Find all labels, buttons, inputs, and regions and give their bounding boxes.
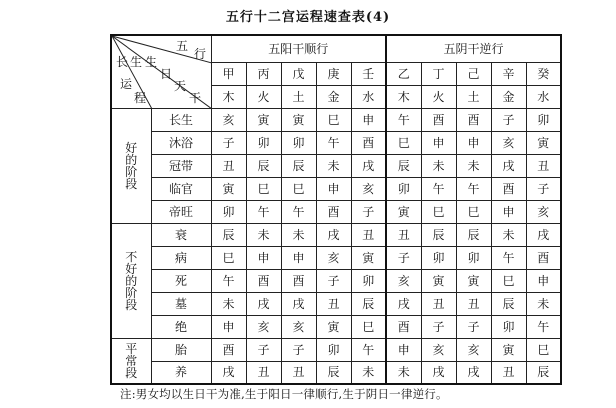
corner-label-sheng: 生 <box>145 55 158 69</box>
corner-label-cheng: 程 <box>134 91 147 105</box>
group-label-char: 好 <box>125 140 138 155</box>
table-row <box>111 292 561 315</box>
corner-label-tian: 天 <box>174 79 187 93</box>
branch-cell: 寅 <box>526 131 561 154</box>
branch-cell: 辰 <box>211 223 246 246</box>
branch-cell: 酉 <box>526 246 561 269</box>
branch-cell: 未 <box>281 223 316 246</box>
corner-label-yun: 运 <box>120 77 133 91</box>
branch-cell: 子 <box>211 131 246 154</box>
branch-cell: 丑 <box>526 154 561 177</box>
branch-cell: 戌 <box>211 361 246 384</box>
branch-cell: 辰 <box>386 154 421 177</box>
branch-cell: 卯 <box>281 131 316 154</box>
stem-cell: 甲 <box>211 62 246 85</box>
branch-cell: 卯 <box>351 269 386 292</box>
branch-cell: 戌 <box>281 292 316 315</box>
corner-label-sheng2: 生 <box>130 55 143 69</box>
stage-name-cell: 死 <box>151 269 211 292</box>
branch-cell: 亥 <box>526 200 561 223</box>
branch-cell: 丑 <box>491 361 526 384</box>
group-label-char: 的 <box>125 152 138 167</box>
stem-cell: 庚 <box>316 62 351 85</box>
stage-name-cell: 养 <box>151 361 211 384</box>
stage-group-label <box>111 338 151 384</box>
branch-cell: 子 <box>246 338 281 361</box>
table-row <box>111 177 561 200</box>
branch-cell: 午 <box>281 200 316 223</box>
branch-cell: 戌 <box>246 292 281 315</box>
branch-cell: 未 <box>351 361 386 384</box>
branch-cell: 戌 <box>491 154 526 177</box>
branch-cell: 巳 <box>386 131 421 154</box>
branch-cell: 辰 <box>456 223 491 246</box>
branch-cell: 午 <box>246 200 281 223</box>
branch-cell: 子 <box>351 200 386 223</box>
branch-cell: 卯 <box>421 246 456 269</box>
table-row <box>111 361 561 384</box>
branch-cell: 巳 <box>456 200 491 223</box>
stem-cell: 己 <box>456 62 491 85</box>
corner-header-cell <box>111 35 211 108</box>
stage-name-cell: 临官 <box>151 177 211 200</box>
branch-cell: 亥 <box>281 315 316 338</box>
branch-cell: 亥 <box>491 131 526 154</box>
branch-cell: 辰 <box>421 223 456 246</box>
branch-cell: 戌 <box>386 292 421 315</box>
corner-label-xing: 行 <box>194 47 207 61</box>
table-row <box>111 108 561 131</box>
table-row <box>111 154 561 177</box>
branch-cell: 戌 <box>526 223 561 246</box>
corner-label-wu: 五 <box>176 39 189 53</box>
table-row <box>111 223 561 246</box>
stage-name-cell: 长生 <box>151 108 211 131</box>
branch-cell: 寅 <box>491 338 526 361</box>
group-label-char: 段 <box>125 365 138 380</box>
branch-cell: 辰 <box>351 292 386 315</box>
branch-cell: 寅 <box>316 315 351 338</box>
yin-stems-header: 五阴干逆行 <box>386 35 561 62</box>
branch-cell: 卯 <box>386 177 421 200</box>
branch-cell: 卯 <box>491 315 526 338</box>
branch-cell: 丑 <box>281 361 316 384</box>
branch-cell: 午 <box>316 131 351 154</box>
branch-cell: 申 <box>456 131 491 154</box>
element-cell: 水 <box>526 85 561 108</box>
branch-cell: 酉 <box>316 200 351 223</box>
branch-cell: 亥 <box>246 315 281 338</box>
element-cell: 金 <box>491 85 526 108</box>
branch-cell: 申 <box>211 315 246 338</box>
branch-cell: 辰 <box>246 154 281 177</box>
footnote: 注:男女均以生日干为准,生于阳日一律顺行,生于阴日一律逆行。 <box>120 387 448 401</box>
group-label-char: 段 <box>125 176 138 191</box>
element-cell: 土 <box>281 85 316 108</box>
branch-cell: 未 <box>211 292 246 315</box>
branch-cell: 子 <box>316 269 351 292</box>
group-label-char: 阶 <box>125 164 138 179</box>
stage-name-cell: 病 <box>151 246 211 269</box>
stem-cell: 辛 <box>491 62 526 85</box>
branch-cell: 辰 <box>316 361 351 384</box>
branch-cell: 酉 <box>386 315 421 338</box>
element-cell: 火 <box>421 85 456 108</box>
branch-cell: 酉 <box>421 108 456 131</box>
branch-cell: 亥 <box>316 246 351 269</box>
element-cell: 木 <box>211 85 246 108</box>
branch-cell: 酉 <box>211 338 246 361</box>
stage-name-cell: 沐浴 <box>151 131 211 154</box>
branch-cell: 午 <box>456 177 491 200</box>
branch-cell: 丑 <box>421 292 456 315</box>
branch-cell: 丑 <box>316 292 351 315</box>
branch-cell: 未 <box>246 223 281 246</box>
branch-cell: 亥 <box>421 338 456 361</box>
table-row <box>111 315 561 338</box>
branch-cell: 寅 <box>386 200 421 223</box>
stage-name-cell: 绝 <box>151 315 211 338</box>
branch-cell: 亥 <box>386 269 421 292</box>
branch-cell: 丑 <box>211 154 246 177</box>
table-row <box>111 269 561 292</box>
branch-cell: 未 <box>491 223 526 246</box>
branch-cell: 子 <box>526 177 561 200</box>
stage-name-cell: 冠带 <box>151 154 211 177</box>
branch-cell: 午 <box>211 269 246 292</box>
group-label-char: 的 <box>125 273 138 288</box>
branch-cell: 丑 <box>386 223 421 246</box>
branch-cell: 寅 <box>281 108 316 131</box>
twelve-palaces-table <box>110 34 562 385</box>
branch-cell: 戌 <box>421 361 456 384</box>
branch-cell: 戌 <box>351 154 386 177</box>
branch-cell: 申 <box>526 269 561 292</box>
branch-cell: 子 <box>386 246 421 269</box>
branch-cell: 寅 <box>456 269 491 292</box>
branch-cell: 卯 <box>526 108 561 131</box>
table-title: 五行十二宫运程速查表(4) <box>225 10 391 25</box>
branch-cell: 巳 <box>211 246 246 269</box>
yang-stems-header: 五阳干顺行 <box>211 35 386 62</box>
table-row <box>111 200 561 223</box>
branch-cell: 寅 <box>211 177 246 200</box>
branch-cell: 丑 <box>456 292 491 315</box>
branch-cell: 午 <box>526 315 561 338</box>
branch-cell: 酉 <box>456 108 491 131</box>
table-row <box>111 246 561 269</box>
branch-cell: 巳 <box>316 108 351 131</box>
branch-cell: 亥 <box>351 177 386 200</box>
stage-name-cell: 帝旺 <box>151 200 211 223</box>
branch-cell: 申 <box>386 338 421 361</box>
branch-cell: 申 <box>246 246 281 269</box>
branch-cell: 午 <box>386 108 421 131</box>
element-cell: 木 <box>386 85 421 108</box>
branch-cell: 丑 <box>246 361 281 384</box>
stem-cell: 乙 <box>386 62 421 85</box>
branch-cell: 未 <box>386 361 421 384</box>
branch-cell: 戌 <box>456 361 491 384</box>
branch-cell: 子 <box>421 315 456 338</box>
branch-cell: 未 <box>421 154 456 177</box>
stage-group-label <box>111 223 151 338</box>
corner-label-chang: 长 <box>116 55 129 69</box>
branch-cell: 巳 <box>421 200 456 223</box>
branch-cell: 辰 <box>281 154 316 177</box>
branch-cell: 丑 <box>351 223 386 246</box>
stage-name-cell: 胎 <box>151 338 211 361</box>
branch-cell: 巳 <box>281 177 316 200</box>
branch-cell: 亥 <box>211 108 246 131</box>
branch-cell: 卯 <box>456 246 491 269</box>
stem-cell: 丙 <box>246 62 281 85</box>
branch-cell: 巳 <box>246 177 281 200</box>
branch-cell: 午 <box>351 338 386 361</box>
branch-cell: 辰 <box>491 292 526 315</box>
element-cell: 土 <box>456 85 491 108</box>
branch-cell: 子 <box>456 315 491 338</box>
branch-cell: 卯 <box>246 131 281 154</box>
branch-cell: 申 <box>491 200 526 223</box>
stem-cell: 戊 <box>281 62 316 85</box>
branch-cell: 申 <box>281 246 316 269</box>
group-label-char: 常 <box>125 353 138 368</box>
branch-cell: 寅 <box>351 246 386 269</box>
branch-cell: 申 <box>421 131 456 154</box>
branch-cell: 巳 <box>526 338 561 361</box>
branch-cell: 子 <box>491 108 526 131</box>
stage-name-cell: 衰 <box>151 223 211 246</box>
branch-cell: 申 <box>351 108 386 131</box>
branch-cell: 戌 <box>316 223 351 246</box>
branch-cell: 酉 <box>246 269 281 292</box>
corner-label-ri: 日 <box>160 67 173 81</box>
branch-cell: 申 <box>316 177 351 200</box>
branch-cell: 未 <box>316 154 351 177</box>
branch-cell: 巳 <box>491 269 526 292</box>
stage-name-cell: 墓 <box>151 292 211 315</box>
element-cell: 水 <box>351 85 386 108</box>
branch-cell: 酉 <box>351 131 386 154</box>
stage-group-label <box>111 108 151 223</box>
branch-cell: 酉 <box>281 269 316 292</box>
branch-cell: 酉 <box>491 177 526 200</box>
branch-cell: 亥 <box>456 338 491 361</box>
branch-cell: 卯 <box>316 338 351 361</box>
element-cell: 金 <box>316 85 351 108</box>
group-label-char: 平 <box>125 341 138 356</box>
element-cell: 火 <box>246 85 281 108</box>
branch-cell: 未 <box>456 154 491 177</box>
branch-cell: 午 <box>491 246 526 269</box>
corner-label-gan: 干 <box>189 91 202 105</box>
group-label-char: 阶 <box>125 285 138 300</box>
group-label-char: 好 <box>125 261 138 276</box>
group-label-char: 段 <box>125 297 138 312</box>
stem-cell: 癸 <box>526 62 561 85</box>
branch-cell: 寅 <box>421 269 456 292</box>
stem-cell: 壬 <box>351 62 386 85</box>
table-row <box>111 131 561 154</box>
branch-cell: 卯 <box>211 200 246 223</box>
group-label-char: 不 <box>125 249 138 264</box>
branch-cell: 辰 <box>526 361 561 384</box>
stem-cell: 丁 <box>421 62 456 85</box>
table-row <box>111 338 561 361</box>
branch-cell: 寅 <box>246 108 281 131</box>
branch-cell: 午 <box>421 177 456 200</box>
branch-cell: 子 <box>281 338 316 361</box>
branch-cell: 未 <box>526 292 561 315</box>
branch-cell: 巳 <box>351 315 386 338</box>
